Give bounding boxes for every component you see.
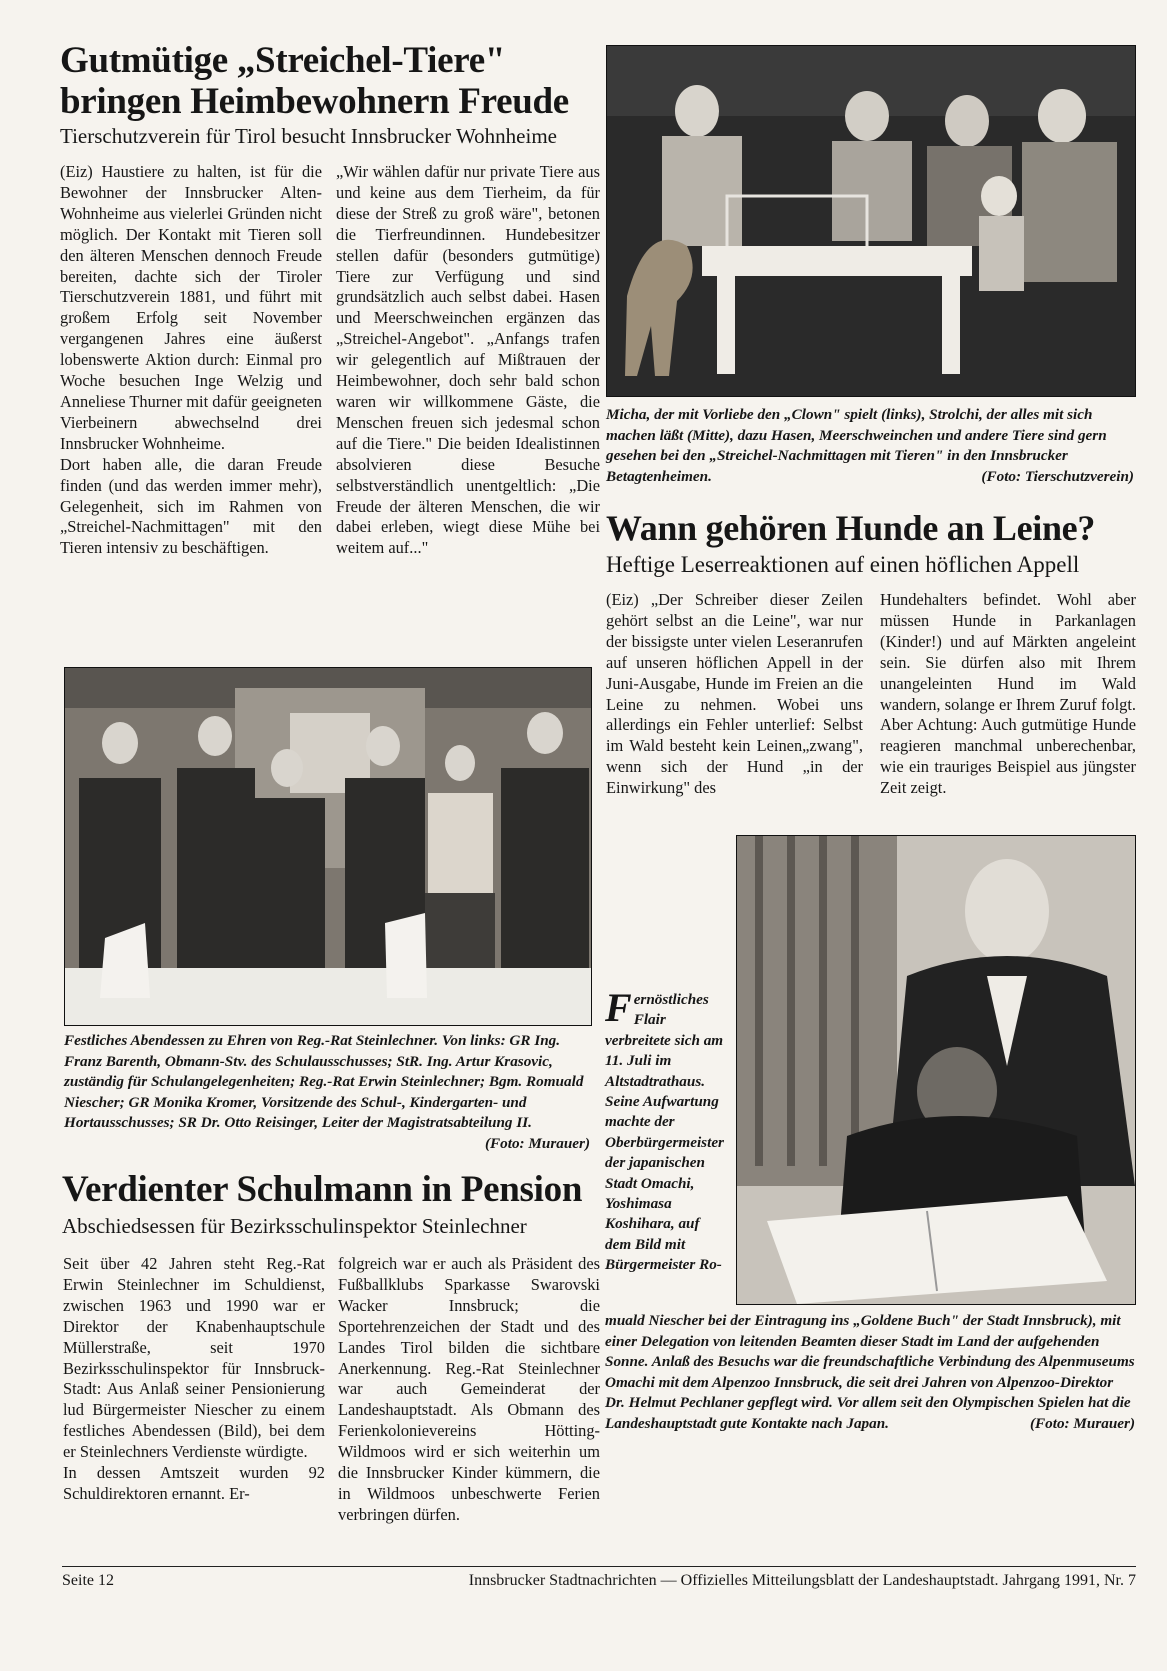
article1-headline-line2: bringen Heimbewohnern Freude [60, 81, 569, 122]
seniors-with-pets-photo [607, 46, 1135, 396]
page-footer [62, 1571, 1136, 1591]
article1-headline-line1: Gutmütige „Streichel-Tiere" [60, 40, 506, 81]
article2-column-2: Hundehalters befindet. Wohl aber müssen Hunde in Parkanlagen (Kinder!) und auf Märkten angeleint sein. Sie dürfen also mit Ihrem unangeleinten Hund im Wald wandern, solange er Ihrem Zuruf folgt. Aber Achtung: Auch gutmütige Hunde reagieren manchmal unberechenbar, wie ein trauriges Beispiel aus jüngster Zeit zeigt. [880, 590, 1136, 798]
article4-photo [736, 835, 1136, 1305]
article1-col1-para1: (Eiz) Haustiere zu halten, ist für die Bewohner der Innsbrucker Alten-Wohnheime aus vielerlei Gründen nicht möglich. Der Kontakt mit Tieren soll den älteren Menschen dennoch Freude bereiten, dachte sich der Tiroler Tierschutzverein 1881, und führt mit großem Erfolg seit November vergangenen Jahres eine äußerst lobenswerte Aktion durch: Einmal pro Woche besuchen Inge Welzig und Anneliese Thurner mit dafür geeigneten Vierbeinern abwechselnd drei Innsbrucker Wohnheime. [60, 162, 322, 453]
article4-caption-wide [605, 1311, 1135, 1434]
article4-caption-narrow-text: ernöstliches Flair verbreitete sich am 11. Juli im Altstadtrathaus. Seine Aufwartung machte der Oberbürgermeister der japanischen Stadt Omachi, Yoshimasa Koshihara, auf dem Bild mit Bürgermeister Ro- [605, 991, 724, 1274]
article1-column-2 [336, 162, 600, 559]
article2-subhead: Heftige Leserreaktionen auf einen höflichen Appell [606, 552, 1080, 577]
article1-photo-caption [606, 405, 1134, 487]
article3-headline: Verdienter Schulmann in Pension [62, 1169, 583, 1210]
article2-column-1: (Eiz) „Der Schreiber dieser Zeilen gehört selbst an die Leine", war nur der bissigste unter vielen Leseranrufen auf unseren höflichen Appell in der Juni-Ausgabe, Hunde im Freien an die Leine zu nehmen. Wobei uns allerdings ein Fehler unterlief: Selbst im Wald besteht kein Leinen„zwang", wenn sich der Hund „in der Einwirkung" des [606, 590, 863, 798]
article1-headline [60, 40, 600, 122]
article3-col1-para2: In dessen Amtszeit wurden 92 Schuldirektoren ernannt. Er- [63, 1463, 325, 1503]
article2-headline: Wann gehören Hunde an Leine? [606, 508, 1096, 548]
article3-column-2: folgreich war er auch als Präsident des Fußballklubs Sparkasse Swarovski Wacker Innsbruck; die Sportehrenzeichen der Stadt und des Landes Tirol bilden die sichtbare Anerkennung. Reg.-Rat Steinlechner war auch Gemeinderat der Landeshauptstadt. Als Obmann des Ferienkolonievereins Hötting-Wildmoos wird er sich weiterhin um die Innsbrucker Kinder kümmern, die in Wildmoos unbeschwerte Ferien verbringen dürfen. [338, 1254, 600, 1524]
article1-subhead: Tierschutzverein für Tirol besucht Innsbrucker Wohnheime [60, 124, 557, 148]
article4-dropcap: F [605, 985, 632, 1030]
article4-photo-credit: (Foto: Murauer) [1029, 1414, 1135, 1432]
article1-caption-text: Micha, der mit Vorliebe den „Clown" spielt (links), Strolchi, der alles mit sich machen läßt (Mitte), dazu Hasen, Meerschweinchen und andere Tiere sind gern gesehen bei den „Streichel-Nachmittagen mit Tieren" in den Innsbrucker Betagtenheimen. [606, 406, 1107, 485]
article1-col2-para1: „Wir wählen dafür nur private Tiere aus und keine aus dem Tierheim, da für diese der Streß zu groß wäre", betonen die Tierfreundinnen. Hundebesitzer stellen dafür (besonders gutmütige) Tiere zur Verfügung und sind grundsätzlich auch selbst dabei. Hasen und Meerschweinchen ergänzen das „Streichel-Angebot". „Anfangs trafen wir gelegentlich auf Mißtrauen der Heimbewohner, doch sehr bald schon waren wir willkommene Gäste, die Menschen freuen sich jedesmal schon auf die Tiere." Die beiden Idealistinnen absolvieren diese Besuche selbstverständlich unentgeltlich: „Die Freude der älteren Menschen, die wir dabei erleben, wiegt diese Mühe bei weitem auf..." [336, 162, 600, 558]
publication-line: Innsbrucker Stadtnachrichten — Offizielles Mitteilungsblatt der Landeshauptstadt. Jahrgang 1991, Nr. 7 [468, 1572, 1136, 1589]
article1-photo [606, 45, 1136, 397]
article3-subhead: Abschiedsessen für Bezirksschulinspektor Steinlechner [62, 1214, 527, 1238]
article4-caption-narrow [605, 985, 729, 1276]
article3-col1-para1: Seit über 42 Jahren steht Reg.-Rat Erwin Steinlechner im Schuldienst, zwischen 1963 und 1990 war er Direktor der Knabenhauptschule Müllerstraße, seit 1970 Bezirksschulinspektor für Innsbruck-Stadt: Aus Anlaß seiner Pensionierung lud Bürgermeister Niescher zu einem festliches Abendessen (Bild), bei dem er Steinlechners Verdienste würdigte. [63, 1254, 325, 1462]
article3-caption-text: Festliches Abendessen zu Ehren von Reg.-Rat Steinlechner. Von links: GR Ing. Franz Barenth, Obmann-Stv. des Schulausschusses; StR. Ing. Artur Krasovic, zuständig für Schulangelegenheiten; Reg.-Rat Erwin Steinlechner; Bgm. Romuald Niescher; GR Monika Kromer, Vorsitzende des Schul-, Kindergarten- und Hortausschusses; SR Dr. Otto Reisinger, Leiter der Magistratsabteilung II. [64, 1032, 584, 1131]
article3-photo-caption [64, 1031, 590, 1154]
page-number: Seite 12 [62, 1572, 114, 1589]
footer-rule [62, 1566, 1136, 1567]
article1-photo-credit: (Foto: Tierschutzverein) [981, 467, 1134, 485]
article3-photo-credit: (Foto: Murauer) [484, 1134, 590, 1152]
article3-photo [64, 667, 592, 1026]
article1-column-1 [60, 162, 322, 559]
golden-book-signing-photo [737, 836, 1135, 1304]
dinner-group-photo [65, 668, 591, 1025]
article3-column-1 [63, 1254, 325, 1505]
article4-caption-wide-text: muald Niescher bei der Eintragung ins „Goldene Buch" der Stadt Innsbruck), mit einer Delegation von leitenden Beamten dieser Stadt im Land der aufgehenden Sonne. Anlaß des Besuchs war die freundschaftliche Verbindung des Alpenmuseums Omachi mit dem Alpenzoo Innsbruck, die seit drei Jahren von Alpenzoo-Direktor Dr. Helmut Pechlaner gepflegt wird. Vor allem seit den Olympischen Spielen hat die Landeshauptstadt gute Kontakte nach Japan. [605, 1312, 1135, 1432]
article1-col1-para2: Dort haben alle, die daran Freude finden (und das werden immer mehr), Gelegenheit, sich im Rahmen von „Streichel-Nachmittagen" mit den Tieren intensiv zu beschäftigen. [60, 454, 322, 558]
